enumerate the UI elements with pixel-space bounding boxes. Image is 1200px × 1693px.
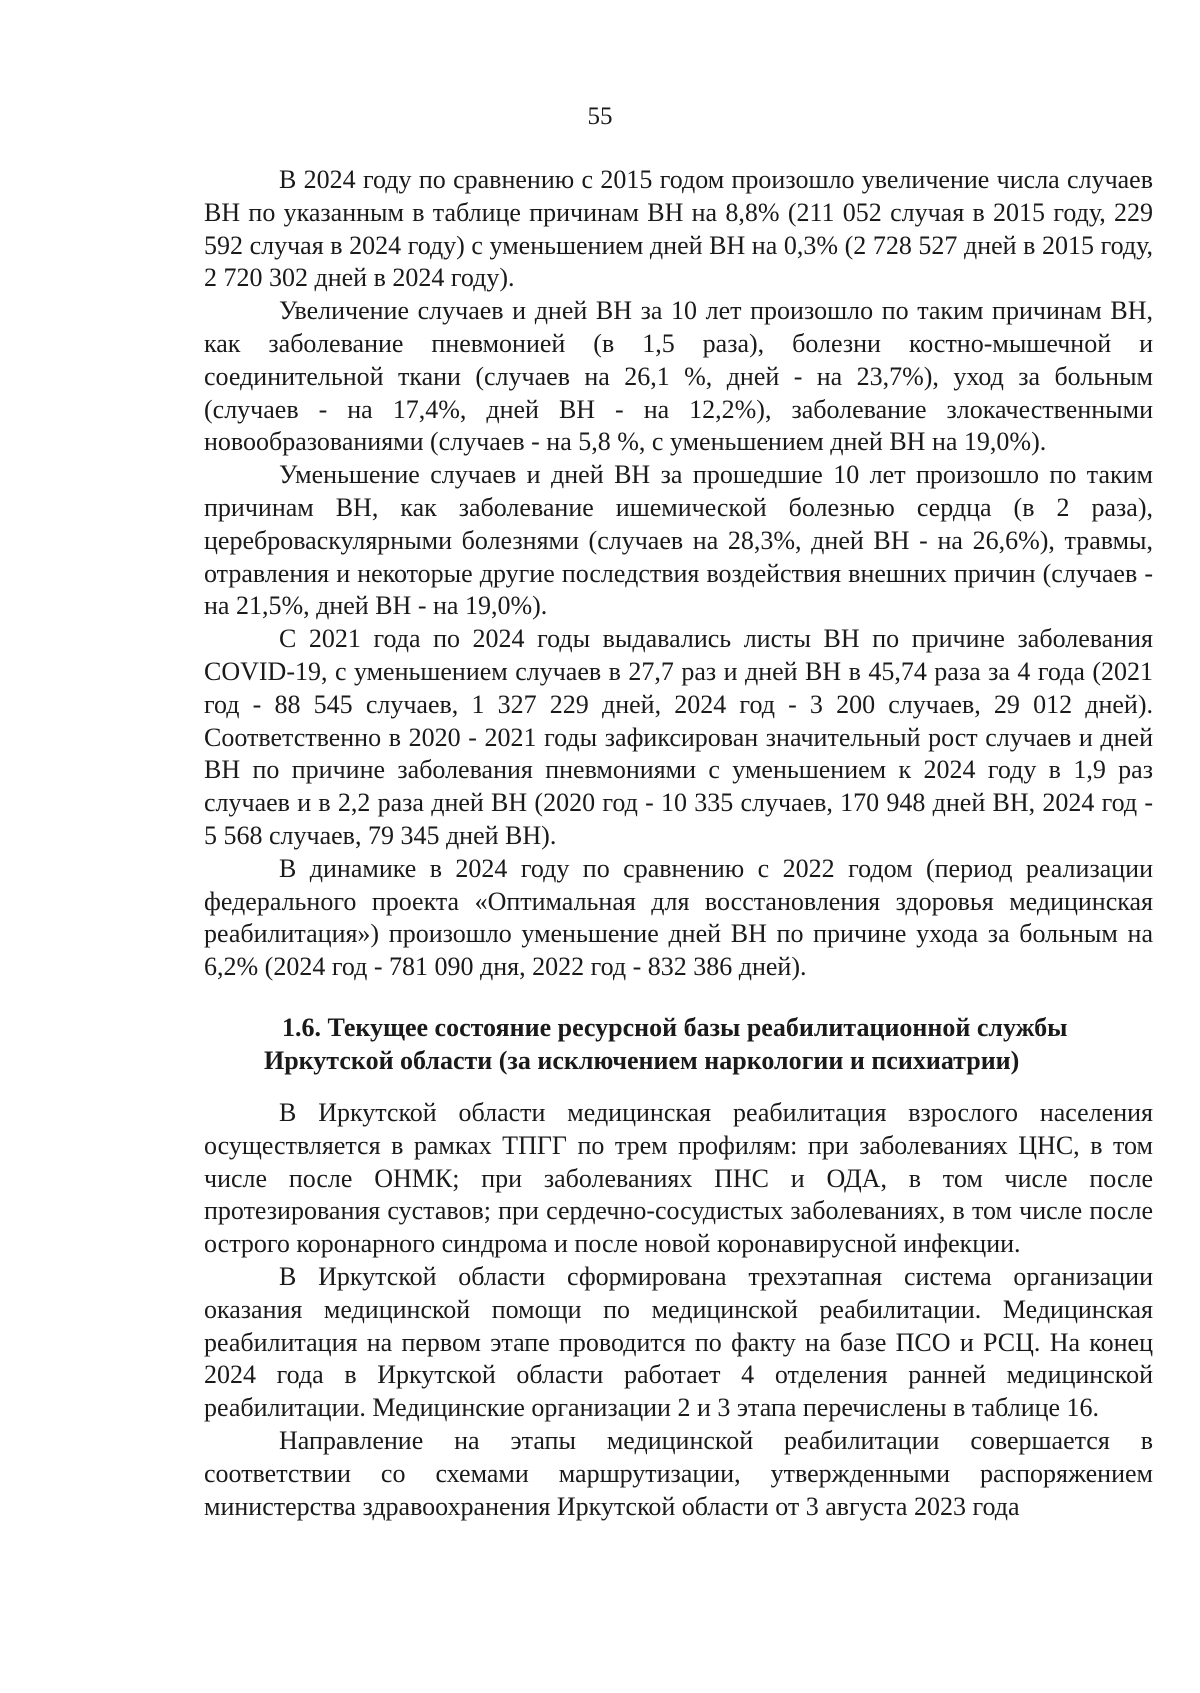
paragraph: Уменьшение случаев и дней ВН за прошедшие 10 лет произошло по таким причинам ВН, как заболевание ишемической болезнью сердца (в 2 раза), цереброваскулярными болезнями (случаев на 28,3%, дней ВН - на 26,6%), травмы, отравления и некоторые другие последствия воздействия внешних причин (случаев - на 21,5%, дней ВН - на 19,0%). bbox=[204, 460, 1153, 621]
paragraph: В Иркутской области сформирована трехэтапная система организации оказания медицинской помощи по медицинской реабилитации. Медицинская реабилитация на первом этапе проводится по факту на базе ПСО и РСЦ. На конец 2024 года в Иркутской области работает 4 отделения ранней медицинской реабилитации. Медицинские организации 2 и 3 этапа перечислены в таблице 16. bbox=[204, 1261, 1153, 1423]
body-text-after-heading bbox=[204, 1097, 1153, 1523]
paragraph: В 2024 году по сравнению с 2015 годом произошло увеличение числа случаев ВН по указанным в таблице причинам ВН на 8,8% (211 052 случая в 2015 году, 229 592 случая в 2024 году) с уменьшением дней ВН на 0,3% (2 728 527 дней в 2015 году, 2 720 302 дней в 2024 году). bbox=[204, 165, 1153, 293]
paragraph: Увеличение случаев и дней ВН за 10 лет произошло по таким причинам ВН, как заболевание пневмонией (в 1,5 раза), болезни костно-мышечной и соединительной ткани (случаев на 26,1 %, дней - на 23,7%), уход за больным (случаев - на 17,4%, дней ВН - на 12,2%), заболевание злокачественными новообразованиями (случаев - на 5,8 %, с уменьшением дней ВН на 19,0%). bbox=[204, 296, 1153, 457]
body-text-before-heading bbox=[204, 164, 1153, 984]
paragraph: В Иркутской области медицинская реабилитация взрослого населения осуществляется в рамках ТПГГ по трем профилям: при заболеваниях ЦНС, в том числе после ОНМК; при заболеваниях ПНС и ОДА, в том числе после протезирования суставов; при сердечно-сосудистых заболеваниях, в том числе после острого коронарного синдрома и после новой коронавирусной инфекции. bbox=[204, 1098, 1153, 1259]
section-heading-line: Иркутской области (за исключением наркологии и психиатрии) bbox=[264, 1045, 1020, 1075]
section-heading bbox=[204, 1012, 1153, 1077]
paragraph: В динамике в 2024 году по сравнению с 2022 годом (период реализации федерального проекта «Оптимальная для восстановления здоровья медицинская реабилитация») произошло уменьшение дней ВН по причине ухода за больным на 6,2% (2024 год - 781 090 дня, 2022 год - 832 386 дней). bbox=[204, 853, 1153, 982]
section-heading-line: 1.6. Текущее состояние ресурсной базы реабилитационной службы bbox=[282, 1013, 1068, 1042]
page-number: 55 bbox=[587, 103, 613, 130]
paragraph: С 2021 года по 2024 годы выдавались листы ВН по причине заболевания COVID-19, с уменьшением случаев в 27,7 раз и дней ВН в 45,74 раза за 4 года (2021 год - 88 545 случаев, 1 327 229 дней, 2024 год - 3 200 случаев, 29 012 дней). Соответственно в 2020 - 2021 годы зафиксирован значительный рост случаев и дней ВН по причине заболевания пневмониями с уменьшением к 2024 году в 1,9 раз случаев и в 2,2 раза дней ВН (2020 год - 10 335 случаев, 170 948 дней ВН, 2024 год - 5 568 случаев, 79 345 дней ВН). bbox=[204, 624, 1153, 850]
paragraph: Направление на этапы медицинской реабилитации совершается в соответствии со схемами маршрутизации, утвержденными распоряжением министерства здравоохранения Иркутской области от 3 августа 2023 года bbox=[204, 1425, 1153, 1521]
